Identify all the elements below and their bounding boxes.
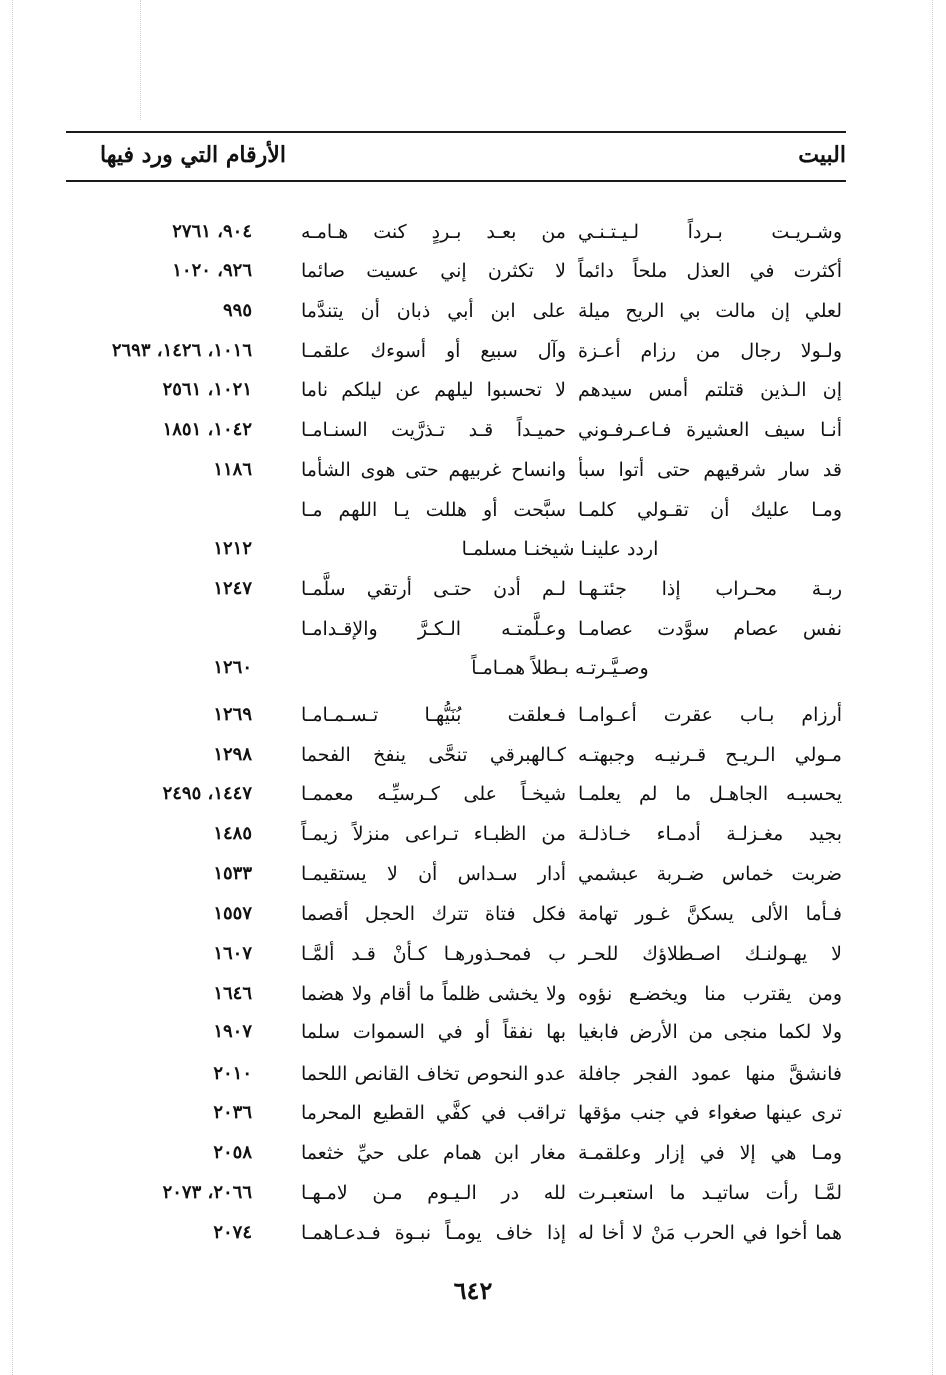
page-number: ٦٤٢ [453, 1276, 493, 1305]
verse-row [0, 251, 946, 291]
verse-row [0, 934, 946, 974]
verse-first-hemistich: قد سار شرقيهم حتى أتوا سبأ [578, 459, 842, 481]
verse-row [0, 1093, 946, 1133]
verse-second-hemistich: لا تكثرن إني عسيت صائما [301, 260, 566, 282]
reference-numbers: ١٤٤٧، ٢٤٩٥ [162, 783, 252, 804]
reference-numbers: ١٤٨٥ [213, 823, 252, 844]
verse-first-hemistich: لعلي إن مالت بي الريح ميلة [578, 300, 842, 322]
verse-first-hemistich: مـولي الـريـح قـرنيـه وجبهتـه [578, 744, 842, 766]
verse-column-header: البيت [798, 142, 846, 168]
verse-second-hemistich: وآل سبيع أو أسوءك علقمـا [301, 340, 566, 362]
verse-first-hemistich: أرزام بـاب عقرت أعـوامـا [578, 704, 842, 726]
verse-row [0, 854, 946, 894]
reference-numbers [70, 490, 252, 530]
verse-first-hemistich: ومـا عليك أن تقـولي كلمـا [578, 499, 842, 521]
verse-first-hemistich: يحسبـه الجاهـل ما لم يعلمـا [578, 783, 842, 805]
verse-second-hemistich: بها نفقاً أو في السموات سلما [301, 1021, 566, 1043]
verse-second-hemistich: أدار سـداس أن لا يستقيمـا [301, 863, 566, 885]
verse-row [0, 490, 946, 530]
verse-first-hemistich: فانشقَّ منها عمود الفجر جافلة [578, 1063, 842, 1085]
verse-second-hemistich: وانساح غربيهم حتى هوى الشأما [301, 459, 566, 481]
verse-second-hemistich: حميـداً قـد تـذرَّيت السنـامـا [301, 419, 566, 441]
verse-row [0, 1054, 946, 1094]
verse-row [0, 774, 946, 814]
header-bottom-rule [66, 180, 846, 182]
verse-second-hemistich: فكل فتاة تترك الحجل أقصما [301, 903, 566, 925]
reference-numbers: ١٥٥٧ [213, 903, 252, 924]
reference-numbers: ٩٠٤، ٢٧٦١ [172, 221, 252, 242]
verse-row [0, 1173, 946, 1213]
reference-numbers: ١٩٠٧ [213, 1021, 252, 1042]
verse-second-hemistich: على ابن أبي ذبان أن يتندَّما [301, 300, 566, 322]
verse-second-hemistich: لـم أدن حتـى أرتقي سلَّمـا [301, 578, 566, 600]
verse-first-hemistich: وشـريـت بـرداً لـيـتـنـي [578, 221, 842, 243]
verse-second-hemistich: من بعـد بـردٍ كنت هـامـه [301, 221, 566, 243]
verse-first-hemistich: ولـولا رجال من رزام أعـزة [578, 340, 842, 362]
reference-numbers: ١٠١٦، ١٤٢٦، ٢٦٩٣ [111, 340, 252, 361]
verse-row [0, 1213, 946, 1253]
reference-numbers: ١٦٠٧ [213, 943, 252, 964]
verse-row [0, 450, 946, 490]
reference-numbers: ٢٠٦٦، ٢٠٧٣ [162, 1182, 252, 1203]
verse-second-hemistich: عدو النحوص تخاف القانص اللحما [301, 1063, 566, 1085]
verse-first-hemistich: لا يهـولنـك اصـطلاؤك للحـر [578, 943, 842, 965]
verse-first-hemistich: هما أخوا في الحرب مَنْ لا أخا له [578, 1222, 842, 1244]
verse-first-hemistich: إن الـذين قتلتم أمس سيدهم [578, 379, 842, 401]
verse-first-hemistich: لمَّـا رأت ساتيـد ما استعبـرت [578, 1182, 842, 1204]
verse-second-hemistich: ب فمحـذورهـا كـأنْ قـد ألمَّـا [301, 943, 566, 965]
reference-numbers: ١٢٦٠ [213, 657, 252, 678]
reference-numbers: ٢٠٧٤ [213, 1222, 252, 1243]
verse-row [0, 609, 946, 649]
verse-row [0, 814, 946, 854]
verse-row [0, 331, 946, 371]
reference-numbers: ١٢١٢ [213, 538, 252, 559]
reference-numbers [70, 609, 252, 649]
verse-row [0, 735, 946, 775]
verse-second-hemistich: كـالهبرقي تنحَّى ينفخ الفحما [301, 744, 566, 766]
reference-numbers: ١٠٢١، ٢٥٦١ [162, 379, 252, 400]
reference-numbers: ١٥٣٣ [213, 863, 252, 884]
verse-second-hemistich: سبَّحت أو هللت يـا اللهم مـا [301, 499, 566, 521]
header-top-rule [66, 131, 846, 133]
verse-second-hemistich: من الظبـاء تـراعى منزلاً زيمـاً [301, 823, 566, 845]
verse-centered-line: اردد علينـا شيخنـا مسلمـا [461, 538, 659, 560]
reference-numbers: ٢٠١٠ [213, 1063, 252, 1084]
verse-second-hemistich: لا تحسبوا ليلهم عن ليلكم ناما [301, 379, 566, 401]
verse-row [0, 1133, 946, 1173]
verse-first-hemistich: ومـا هي إلا في إزار وعلقمـة [578, 1142, 842, 1164]
reference-numbers: ٢٠٥٨ [213, 1142, 252, 1163]
verse-second-hemistich: وعـلَّمتـه الـكـرَّ والإقـدامـا [301, 618, 566, 640]
reference-numbers: ١٢٦٩ [213, 704, 252, 725]
verse-second-hemistich: إذا خاف يومـاً نبـوة فـدعـاهمـا [301, 1222, 566, 1244]
verse-first-hemistich: فـأما الألى يسكنَّ غـور تهامة [578, 903, 842, 925]
reference-numbers: ٩٩٥ [222, 300, 252, 321]
verse-first-hemistich: أكثرت في العذل ملحاً دائماً [578, 260, 842, 282]
verse-first-hemistich: نفس عصام سوَّدت عصامـا [578, 618, 842, 640]
verse-row [0, 370, 946, 410]
numbers-column-header: الأرقام التي ورد فيها [100, 142, 286, 168]
reference-numbers: ١٠٤٢، ١٨٥١ [162, 419, 252, 440]
reference-numbers: ١٢٩٨ [213, 744, 252, 765]
verse-row [0, 695, 946, 735]
reference-numbers: ١١٨٦ [213, 459, 252, 480]
reference-numbers: ٩٢٦، ١٠٢٠ [172, 260, 252, 281]
verse-second-hemistich: تراقب في كفَّي القطيع المحرما [301, 1102, 566, 1124]
verse-first-hemistich: بجيد مغـزلـة أدمـاء خـاذلـة [578, 823, 842, 845]
reference-numbers: ١٦٤٦ [213, 983, 252, 1004]
verse-second-hemistich: فـعلقت بُنَيُّهـا تـسـمـامـا [301, 704, 566, 726]
verse-row [0, 291, 946, 331]
verse-row [0, 894, 946, 934]
reference-numbers: ٢٠٣٦ [213, 1102, 252, 1123]
verse-first-hemistich: ومن يقترب منا ويخضـع نؤوه [578, 983, 842, 1005]
verse-row-centered [0, 529, 946, 569]
verse-row [0, 1012, 946, 1052]
verse-first-hemistich: ربـة محـراب إذا جئتـهـا [578, 578, 842, 600]
verse-second-hemistich: شيخـاً على كـرسيِّـه معممـا [301, 783, 566, 805]
verse-first-hemistich: ضربت خماس ضـربة عبشمي [578, 863, 842, 885]
verse-first-hemistich: أنـا سيف العشيرة فـاعـرفـوني [578, 419, 842, 441]
verse-row [0, 974, 946, 1014]
verse-row [0, 212, 946, 252]
verse-row [0, 569, 946, 609]
verse-row-centered [0, 648, 946, 688]
verse-second-hemistich: مغار ابن همام على حيِّ خثعما [301, 1142, 566, 1164]
verse-row [0, 410, 946, 450]
verse-centered-line: وصـيَّـرتـه بـطلاً همـامـاً [471, 657, 649, 679]
verse-second-hemistich: ولا يخشى ظلماً ما أقام ولا هضما [301, 983, 566, 1005]
reference-numbers: ١٢٤٧ [213, 578, 252, 599]
verse-first-hemistich: ولا لكما منجى من الأرض فابغيا [578, 1021, 842, 1043]
verse-first-hemistich: ترى عينها صغواء في جنب مؤقها [578, 1102, 842, 1124]
gutter-dots-top [140, 0, 141, 120]
verse-second-hemistich: لله در الـيـوم مـن لامـهـا [301, 1182, 566, 1204]
